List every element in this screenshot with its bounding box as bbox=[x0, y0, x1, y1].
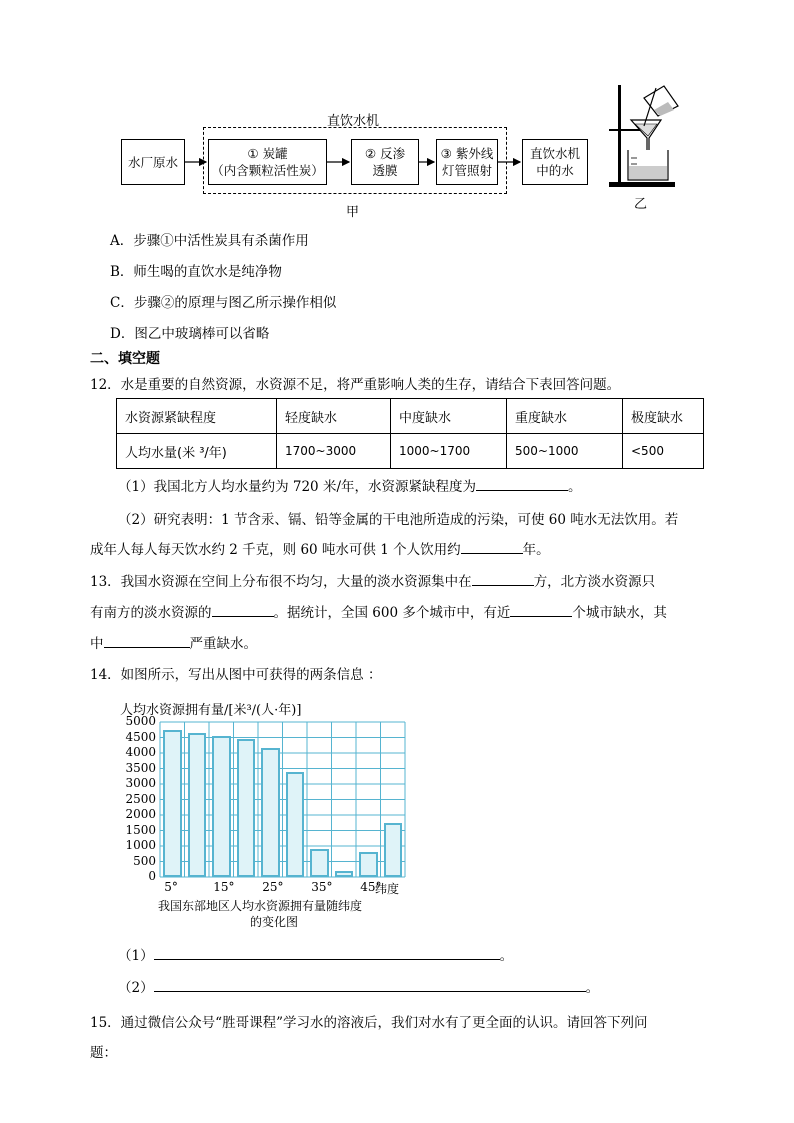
option-b: B．师生喝的直饮水是纯净物 bbox=[110, 264, 282, 280]
y-tick-label: 1500 bbox=[125, 822, 156, 837]
y-tick-label: 2000 bbox=[125, 807, 156, 821]
table-cell: 轻度缺水 bbox=[277, 399, 391, 434]
table-header-row bbox=[117, 399, 704, 434]
chart-caption-line2: 的变化图 bbox=[250, 915, 299, 929]
q12-part2-text: 成年人每人每天饮水约 2 千克，则 60 吨水可供 1 个人饮用约 bbox=[90, 542, 461, 558]
output-line1: 直饮水机 bbox=[529, 146, 580, 161]
table-cell: 1700~3000 bbox=[277, 434, 391, 469]
filtration-apparatus-image bbox=[604, 80, 684, 190]
q14-answer1-end: 。 bbox=[499, 948, 514, 964]
x-tick-label: 5° bbox=[164, 880, 178, 894]
bar bbox=[237, 739, 256, 877]
x-tick-label: 15° bbox=[213, 880, 235, 894]
q14-answer2-label: （2） bbox=[118, 980, 154, 996]
step3-line1: ③ 紫外线 bbox=[440, 146, 494, 161]
x-tick-label: 45° bbox=[360, 880, 382, 894]
step3-line2: 灯管照射 bbox=[441, 163, 492, 178]
q12-part2-line1: （2）研究表明：1 节含汞、镉、铅等金属的干电池所造成的污染，可使 60 吨水无法饮用。若 bbox=[118, 512, 679, 528]
y-tick-label: 1000 bbox=[125, 838, 156, 852]
q14-answer1 bbox=[118, 944, 513, 964]
q14-answer2 bbox=[118, 976, 599, 996]
bar bbox=[310, 849, 329, 877]
q12-stem: 12．水是重要的自然资源，水资源不足，将严重影响人类的生存，请结合下表回答问题。 bbox=[90, 377, 621, 393]
table-cell: 1000~1700 bbox=[391, 434, 507, 469]
q13-text: 有南方的淡水资源的 bbox=[90, 605, 212, 621]
answer-blank[interactable] bbox=[104, 633, 190, 648]
step2-line2: 透膜 bbox=[372, 163, 398, 178]
water-scarcity-table bbox=[116, 398, 704, 469]
q12-part2-line2 bbox=[90, 538, 550, 558]
bar bbox=[261, 748, 280, 877]
x-tick-label: 35° bbox=[311, 880, 333, 894]
bar bbox=[286, 772, 305, 877]
y-tick-label: 4000 bbox=[125, 745, 156, 759]
q12-part2-end: 年。 bbox=[522, 542, 550, 558]
output-line2: 中的水 bbox=[536, 163, 574, 178]
source-label: 水厂原水 bbox=[127, 154, 178, 170]
bar bbox=[335, 871, 354, 877]
table-cell: <500 bbox=[623, 434, 704, 469]
table-cell: 极度缺水 bbox=[623, 399, 704, 434]
q12-part1 bbox=[118, 475, 582, 495]
x-axis-label: 纬度 bbox=[375, 882, 400, 896]
step1-line1: ① 炭罐 bbox=[247, 146, 288, 161]
machine-label: 直饮水机 bbox=[327, 114, 380, 129]
caption-yi: 乙 bbox=[634, 197, 648, 212]
bar bbox=[359, 852, 378, 877]
answer-blank[interactable] bbox=[212, 602, 274, 617]
y-tick-label: 4500 bbox=[125, 729, 156, 744]
y-tick-label: 500 bbox=[133, 853, 156, 868]
chart-title: 人均水资源拥有量/[米³/(人·年)] bbox=[120, 703, 302, 718]
bar bbox=[212, 736, 231, 877]
x-tick-label: 25° bbox=[262, 880, 284, 894]
option-d: D．图乙中玻璃棒可以省略 bbox=[110, 326, 270, 342]
q13-text: 个城市缺水，其 bbox=[572, 605, 667, 621]
table-cell: 人均水量(米 ³/年) bbox=[117, 434, 277, 469]
step2-line1: ② 反渗 bbox=[364, 146, 406, 161]
q15-line2: 题： bbox=[90, 1045, 117, 1061]
caption-jia: 甲 bbox=[346, 205, 360, 220]
option-c: C．步骤②的原理与图乙所示操作相似 bbox=[110, 295, 337, 311]
q13-text: 13．我国水资源在空间上分布很不均匀，大量的淡水资源集中在 bbox=[90, 574, 472, 590]
answer-blank[interactable] bbox=[154, 945, 500, 960]
q13-text: 。据统计，全国 600 多个城市中，有近 bbox=[273, 605, 511, 621]
q13-line3 bbox=[90, 632, 257, 652]
y-tick-label: 0 bbox=[148, 869, 156, 883]
answer-blank[interactable] bbox=[154, 977, 586, 992]
option-a: A．步骤①中活性炭具有杀菌作用 bbox=[110, 233, 309, 249]
q12-part1-text: （1）我国北方人均水量约为 720 米/年，水资源紧缺程度为 bbox=[118, 479, 476, 495]
bar bbox=[163, 730, 182, 877]
q14-answer1-label: （1） bbox=[118, 948, 154, 964]
q13-line2 bbox=[90, 601, 667, 621]
answer-blank[interactable] bbox=[476, 476, 568, 491]
answer-blank[interactable] bbox=[472, 571, 534, 586]
q13-line1 bbox=[90, 570, 655, 590]
bar bbox=[188, 733, 207, 877]
q14-stem: 14．如图所示，写出从图中可获得的两条信息 ： bbox=[90, 667, 382, 683]
step1-line2: （内含颗粒活性炭） bbox=[211, 163, 324, 178]
q13-text: 中 bbox=[90, 636, 104, 652]
answer-blank[interactable] bbox=[510, 602, 572, 617]
table-cell: 中度缺水 bbox=[391, 399, 507, 434]
q12-part1-end: 。 bbox=[568, 479, 582, 495]
chart-caption-line1: 我国东部地区人均水资源拥有量随纬度 bbox=[158, 899, 363, 913]
y-tick-label: 3500 bbox=[125, 760, 156, 775]
answer-blank[interactable] bbox=[461, 539, 523, 554]
section-title: 二、填空题 bbox=[90, 351, 160, 367]
table-row bbox=[117, 434, 704, 469]
y-tick-label: 3000 bbox=[125, 776, 156, 790]
table-cell: 500~1000 bbox=[507, 434, 623, 469]
q13-text: 严重缺水。 bbox=[189, 636, 257, 652]
table-cell: 水资源紧缺程度 bbox=[117, 399, 277, 434]
table-cell: 重度缺水 bbox=[507, 399, 623, 434]
q13-text: 方，北方淡水资源只 bbox=[533, 574, 656, 590]
y-tick-label: 5000 bbox=[125, 714, 156, 728]
y-tick-label: 2500 bbox=[125, 791, 156, 806]
q15-line1: 15．通过微信公众号“胜哥课程”学习水的溶液后，我们对水有了更全面的认识。请回答下列问 bbox=[90, 1015, 648, 1031]
q14-answer2-end: 。 bbox=[585, 980, 600, 996]
bar bbox=[384, 823, 403, 877]
